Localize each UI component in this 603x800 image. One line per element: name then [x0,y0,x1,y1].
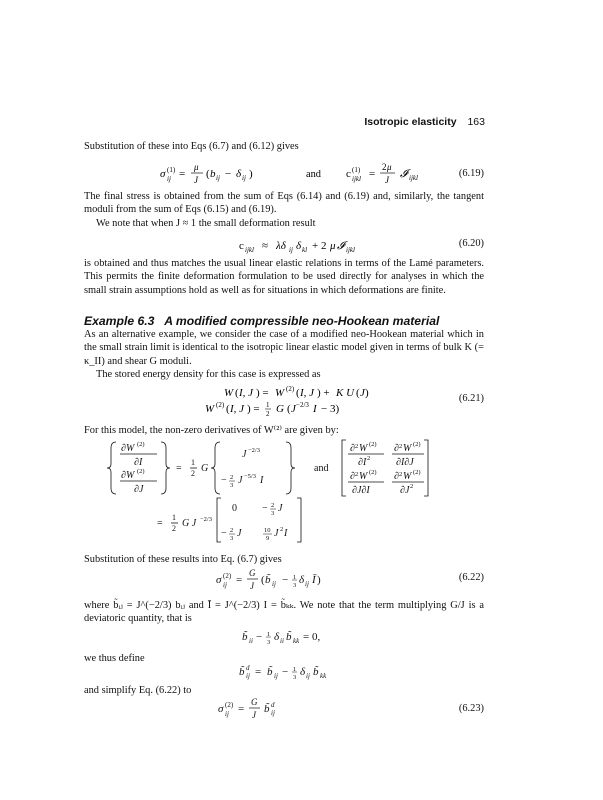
svg-text:δ: δ [296,240,302,252]
paragraph: The stored energy density for this case is expressed as [96,369,321,380]
svg-text:σ: σ [160,168,166,180]
paragraph: As an alternative example, we consider the case of a modified neo-Hookean material which in the small strain limit is identical to the isotropic linear elastic model given in terms of bulk K (= κ_II) and shear G moduli. [84,329,484,367]
paragraph: The final stress is obtained from the sum of Eqs (6.14) and (6.19) and, similarly, the tangent moduli from the sum of Eqs (6.15) and (6.19). [84,191,484,216]
svg-text:G: G [201,463,209,474]
conjunction: and [306,169,322,180]
svg-text:(2): (2) [216,401,225,409]
svg-text:J: J [242,449,247,460]
svg-text:σ: σ [218,703,224,715]
svg-text:− 3): − 3) [321,403,340,415]
svg-text:ijkl: ijkl [409,174,418,182]
svg-text:(2): (2) [137,468,145,475]
svg-text:3: 3 [293,582,297,589]
svg-text:∂I: ∂I [134,457,143,468]
svg-text:−: − [221,528,227,539]
svg-text:δ: δ [274,631,280,643]
svg-text:ij: ij [289,246,293,254]
svg-text:−2/3: −2/3 [248,447,260,454]
svg-text:(: ( [261,574,265,586]
svg-text:G: G [276,403,284,415]
svg-text:G: G [249,568,256,578]
svg-text:ij: ij [167,175,171,183]
svg-text:b̃: b̃ [313,666,319,678]
svg-text:3: 3 [293,674,297,680]
svg-text:∂: ∂ [394,443,399,454]
deviatoric-equation [84,628,484,644]
svg-text:ii: ii [280,637,284,644]
svg-text:1: 1 [293,574,297,581]
svg-text:ij: ij [305,580,309,588]
paragraph: For this model, the non-zero derivatives of W⁽²⁾ are given by: [84,425,339,436]
equation-number: (6.20) [458,238,484,249]
svg-text:2: 2 [230,474,234,481]
svg-text:3: 3 [271,510,275,517]
svg-text:(1): (1) [352,166,361,174]
svg-text:I, J: I, J [300,387,315,399]
conjunction: and [314,463,329,474]
svg-text:(: ( [206,168,210,180]
example-heading [84,314,439,328]
paragraph: We note that when J ≈ 1 the small deformation result [96,218,316,229]
definition-equation [84,662,484,680]
svg-text:= 0,: = 0, [303,631,321,643]
svg-text:J: J [238,475,243,486]
svg-text:c: c [239,240,244,252]
svg-text:ij: ij [225,710,229,718]
svg-text:I: I [260,475,264,486]
svg-text:2: 2 [399,471,403,478]
svg-text:2: 2 [399,443,403,450]
svg-text:b̃: b̃ [286,631,292,643]
svg-text:I, J: I, J [239,387,254,399]
svg-text:∂W: ∂W [121,443,135,454]
svg-text:b̃: b̃ [264,703,270,715]
svg-text:∂J: ∂J [134,484,144,495]
svg-text:(1): (1) [167,166,176,174]
svg-text:−: − [256,631,263,643]
section-title: Isotropic elasticity [364,116,457,128]
equation-6-22 [84,566,484,594]
svg-text:∂: ∂ [394,471,399,482]
svg-text:(: ( [296,387,300,399]
page-number: 163 [467,116,485,128]
svg-text:): ) [317,574,321,586]
svg-text:W: W [205,403,215,415]
svg-text:(2): (2) [137,441,145,448]
svg-text:=: = [179,168,186,180]
svg-text:2: 2 [230,527,234,534]
svg-text:2: 2 [382,162,387,172]
running-header [364,116,485,128]
svg-text:ij: ij [246,672,250,680]
svg-text:b̃: b̃ [239,666,245,678]
svg-text:=: = [238,703,245,715]
svg-text:kk: kk [320,672,327,680]
svg-text:+ 2: + 2 [312,240,327,252]
svg-text:(2): (2) [225,701,234,709]
svg-text:3: 3 [230,482,234,489]
svg-text:ij: ij [223,581,227,589]
equation-6-21 [84,383,484,417]
svg-text:2: 2 [191,469,195,478]
svg-text:=: = [236,574,243,586]
svg-text:Ī: Ī [312,574,316,586]
svg-text:−: − [225,168,232,180]
svg-text:2: 2 [271,502,275,509]
svg-text:=: = [157,518,163,529]
svg-text:J: J [385,175,389,185]
svg-text:I: I [313,403,317,415]
svg-text:2: 2 [172,524,176,533]
svg-text:ijkl: ijkl [346,246,355,254]
paragraph: and simplify Eq. (6.22) to [84,685,192,696]
svg-text:∂W: ∂W [121,470,135,481]
svg-text:(: ( [287,403,291,415]
svg-text:G J: G J [182,518,197,529]
svg-text:2: 2 [355,471,359,478]
svg-text:1: 1 [172,513,176,522]
equation-6-19 [84,160,484,188]
svg-text:(2): (2) [286,385,295,393]
svg-text:∂I∂J: ∂I∂J [396,457,414,468]
svg-text:2: 2 [280,526,284,533]
svg-text:d: d [246,664,250,672]
svg-text:W: W [275,387,285,399]
svg-text:μ: μ [387,162,392,172]
paragraph: Substitution of these into Eqs (6.7) and (6.12) gives [84,141,299,152]
svg-text:2: 2 [266,410,270,417]
svg-text:(: ( [356,387,360,399]
svg-text:kl: kl [302,246,308,254]
svg-text:ij: ij [271,709,275,717]
svg-text:I: I [284,528,288,539]
svg-text:K U: K U [336,387,355,399]
equation-number: (6.22) [458,572,484,583]
svg-text:10: 10 [264,527,271,534]
svg-text:−: − [262,503,268,514]
example-title: A modified compressible neo-Hookean material [164,314,440,328]
svg-text:b: b [210,168,216,180]
example-label: Example 6.3 [84,314,155,328]
svg-text:δ: δ [236,168,242,180]
svg-text:ij: ij [306,672,310,680]
equation-6-23 [84,695,484,723]
svg-text:μ: μ [330,240,336,252]
svg-text:J: J [237,528,242,539]
svg-text:): ) [365,387,369,399]
svg-text:≈: ≈ [262,240,269,252]
svg-text:G: G [251,697,258,707]
svg-text:−: − [221,475,227,486]
svg-text:−: − [282,666,289,678]
svg-text:1: 1 [293,666,297,673]
svg-text:J: J [278,503,283,514]
svg-text:=: = [255,666,262,678]
svg-text:(2): (2) [413,469,421,476]
svg-text:δ: δ [299,574,305,586]
svg-text:J: J [252,710,256,720]
svg-text:ijkl: ijkl [245,246,254,254]
svg-text:W: W [403,443,412,454]
svg-text:2: 2 [410,483,414,490]
svg-text:−2/3: −2/3 [200,516,212,523]
svg-text:2: 2 [355,443,359,450]
equation-number: (6.21) [458,393,484,404]
svg-text:ij: ij [274,672,278,680]
svg-text:∂I: ∂I [358,457,367,468]
svg-text:0: 0 [232,503,237,514]
svg-text:μ: μ [194,162,199,172]
svg-text:W: W [359,443,368,454]
svg-text:W: W [224,387,234,399]
svg-text:−: − [282,574,289,586]
svg-text:W: W [359,471,368,482]
svg-text:𝓘: 𝓘 [337,240,345,252]
svg-text:ij: ij [242,174,246,182]
svg-text:J: J [250,581,254,591]
svg-text:b̃: b̃ [267,666,273,678]
svg-text:=: = [176,463,182,474]
svg-text:) +: ) + [317,387,330,399]
svg-text:δ: δ [300,666,306,678]
svg-text:d: d [271,701,275,709]
svg-text:2: 2 [367,455,371,462]
svg-text:) =: ) = [247,403,260,415]
equation-number: (6.19) [458,168,484,179]
svg-text:−2/3: −2/3 [296,401,309,409]
svg-text:(2): (2) [413,441,421,448]
svg-text:ij: ij [216,174,220,182]
svg-text:λδ: λδ [276,240,286,252]
paragraph: is obtained and thus matches the usual linear elastic relations in terms of the Lamé parameters. This permits the finite deformation formulation to be used directly for analyses in which the small strain assumptions hold as well as for situations in which deformations are finite. [84,258,484,296]
svg-text:(: ( [226,403,230,415]
svg-text:): ) [249,168,253,180]
svg-text:b̃: b̃ [242,631,248,643]
svg-text:kk: kk [293,637,300,644]
svg-text:∂J: ∂J [400,485,410,496]
svg-text:J: J [194,175,198,185]
svg-text:σ: σ [216,574,222,586]
svg-text:3: 3 [267,639,271,644]
svg-text:(2): (2) [369,441,377,448]
derivative-matrices [84,438,484,548]
svg-text:(: ( [235,387,239,399]
equation-number: (6.23) [458,703,484,714]
paragraph: we thus define [84,653,145,664]
svg-text:(2): (2) [369,469,377,476]
svg-text:1: 1 [267,631,271,638]
svg-text:=: = [369,168,376,180]
svg-text:1: 1 [191,458,195,467]
svg-text:b̃: b̃ [265,574,271,586]
paragraph: where b̃ᵢⱼ = J^(−2/3) bᵢⱼ and Ī = J^(−2/3) I = b̃ₖₖ. We note that the term multiplying G/J is a deviatoric quantity, that is [84,600,484,625]
svg-text:J: J [360,387,365,399]
svg-text:I, J: I, J [230,403,245,415]
svg-text:3: 3 [230,535,234,542]
svg-text:J: J [291,403,296,415]
svg-text:9: 9 [266,535,270,542]
svg-text:) =: ) = [256,387,269,399]
svg-text:∂: ∂ [350,443,355,454]
svg-text:∂J∂I: ∂J∂I [352,485,370,496]
svg-text:1: 1 [266,401,270,409]
svg-text:(2): (2) [223,572,232,580]
svg-text:c: c [346,168,351,180]
svg-text:ij: ij [272,580,276,588]
paragraph: Substitution of these results into Eq. (6.7) gives [84,554,282,565]
svg-text:ijkl: ijkl [352,175,361,183]
svg-text:ii: ii [249,637,253,644]
svg-text:W: W [403,471,412,482]
svg-text:∂: ∂ [350,471,355,482]
svg-text:−5/3: −5/3 [244,473,256,480]
svg-text:𝓘: 𝓘 [400,168,408,180]
svg-text:J: J [274,528,279,539]
equation-6-20 [84,236,484,254]
